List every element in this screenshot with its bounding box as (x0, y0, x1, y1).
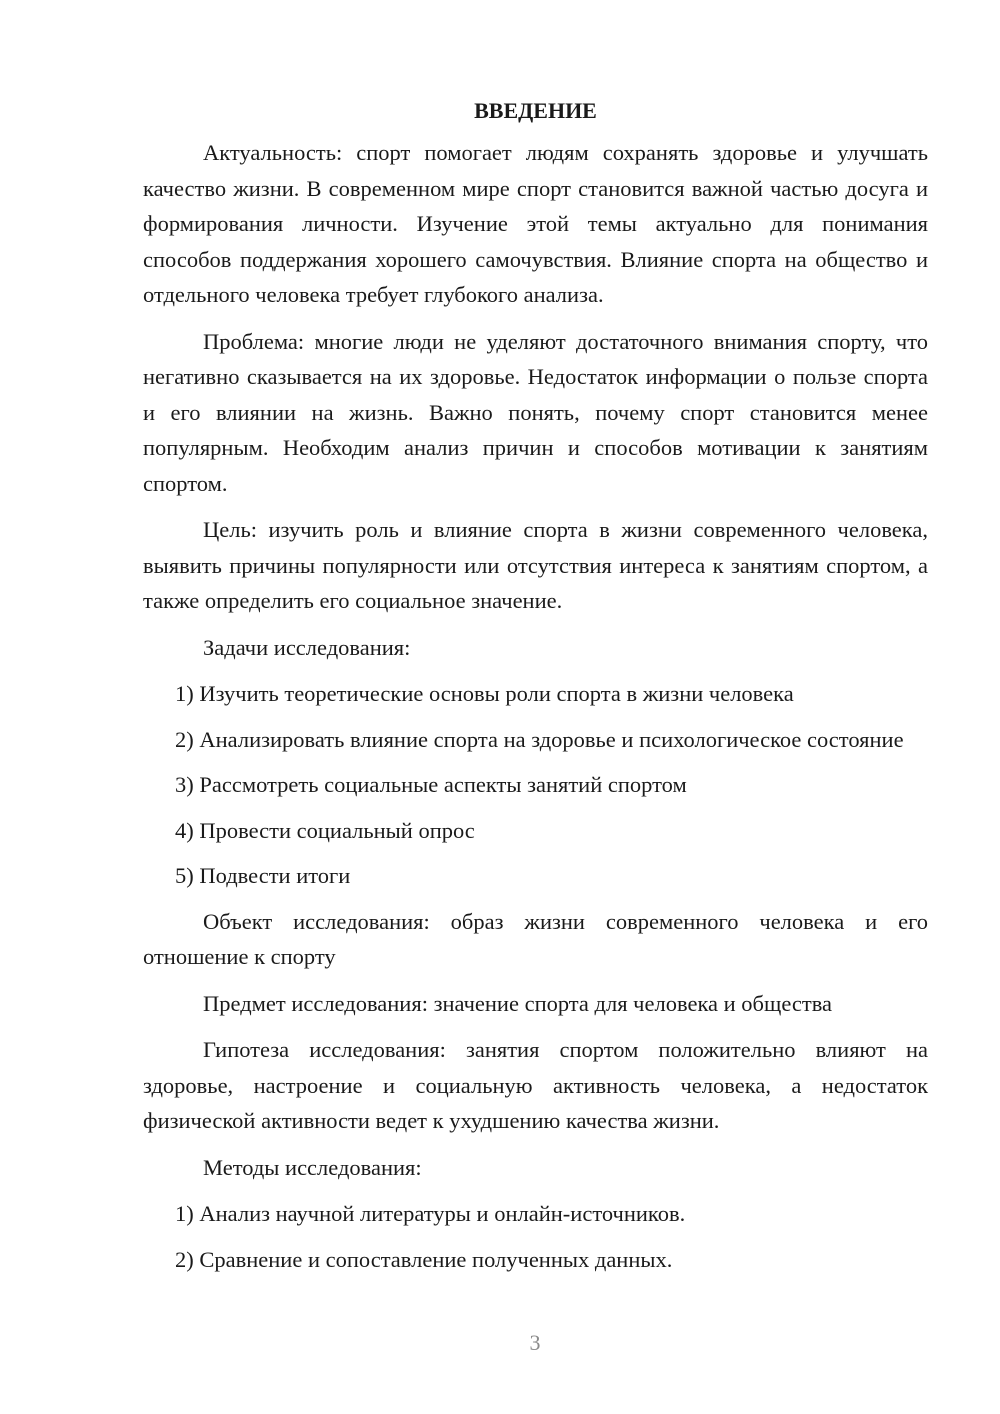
goal-paragraph: Цель: изучить роль и влияние спорта в жизни современного человека, выявить причины популярности или отсутствия интереса к занятиям спортом, а также определить его социальное значение. (143, 517, 928, 613)
methods-heading: Методы исследования: (203, 1154, 422, 1180)
problem-paragraph: Проблема: многие люди не уделяют достаточного внимания спорту, что негативно сказывается на их здоровье. Недостаток информации о пользе спорта и его влиянии на жизнь. Важно понять, почему спорт становится менее популярным. Необходим анализ причин и способов мотивации к занятиям спортом. (143, 328, 928, 496)
task-item-4: 4) Провести социальный опрос (175, 817, 475, 843)
method-item-1: 1) Анализ научной литературы и онлайн-источников. (175, 1201, 686, 1226)
object-paragraph: Объект исследования: образ жизни современного человека и его отношение к спорту (143, 908, 928, 969)
method-item-2: 2) Сравнение и сопоставление полученных данных. (175, 1246, 673, 1272)
task-item-1: 1) Изучить теоретические основы роли спорта в жизни человека (175, 681, 794, 706)
page-content (143, 93, 928, 1287)
relevance-paragraph: Актуальность: спорт помогает людям сохранять здоровье и улучшать качество жизни. В современном мире спорт становится важной частью досуга и формирования личности. Изучение этой темы актуально для понимания способов поддержания хорошего самочувствия. Влияние спорта на общество и отдельного человека требует глубокого анализа. (143, 140, 928, 307)
task-item-2: 2) Анализировать влияние спорта на здоровье и психологическое состояние (175, 726, 904, 752)
tasks-heading: Задачи исследования: (203, 634, 411, 660)
page-title: ВВЕДЕНИЕ (474, 98, 597, 123)
task-item-5: 5) Подвести итоги (175, 863, 351, 888)
page-number: 3 (529, 1330, 541, 1355)
subject-paragraph: Предмет исследования: значение спорта для человека и общества (203, 990, 833, 1016)
task-item-3: 3) Рассмотреть социальные аспекты занятий спортом (175, 772, 687, 797)
hypothesis-paragraph: Гипотеза исследования: занятия спортом положительно влияют на здоровье, настроение и социальную активность человека, а недостаток физической активности ведет к ухудшению качества жизни. (143, 1037, 928, 1133)
